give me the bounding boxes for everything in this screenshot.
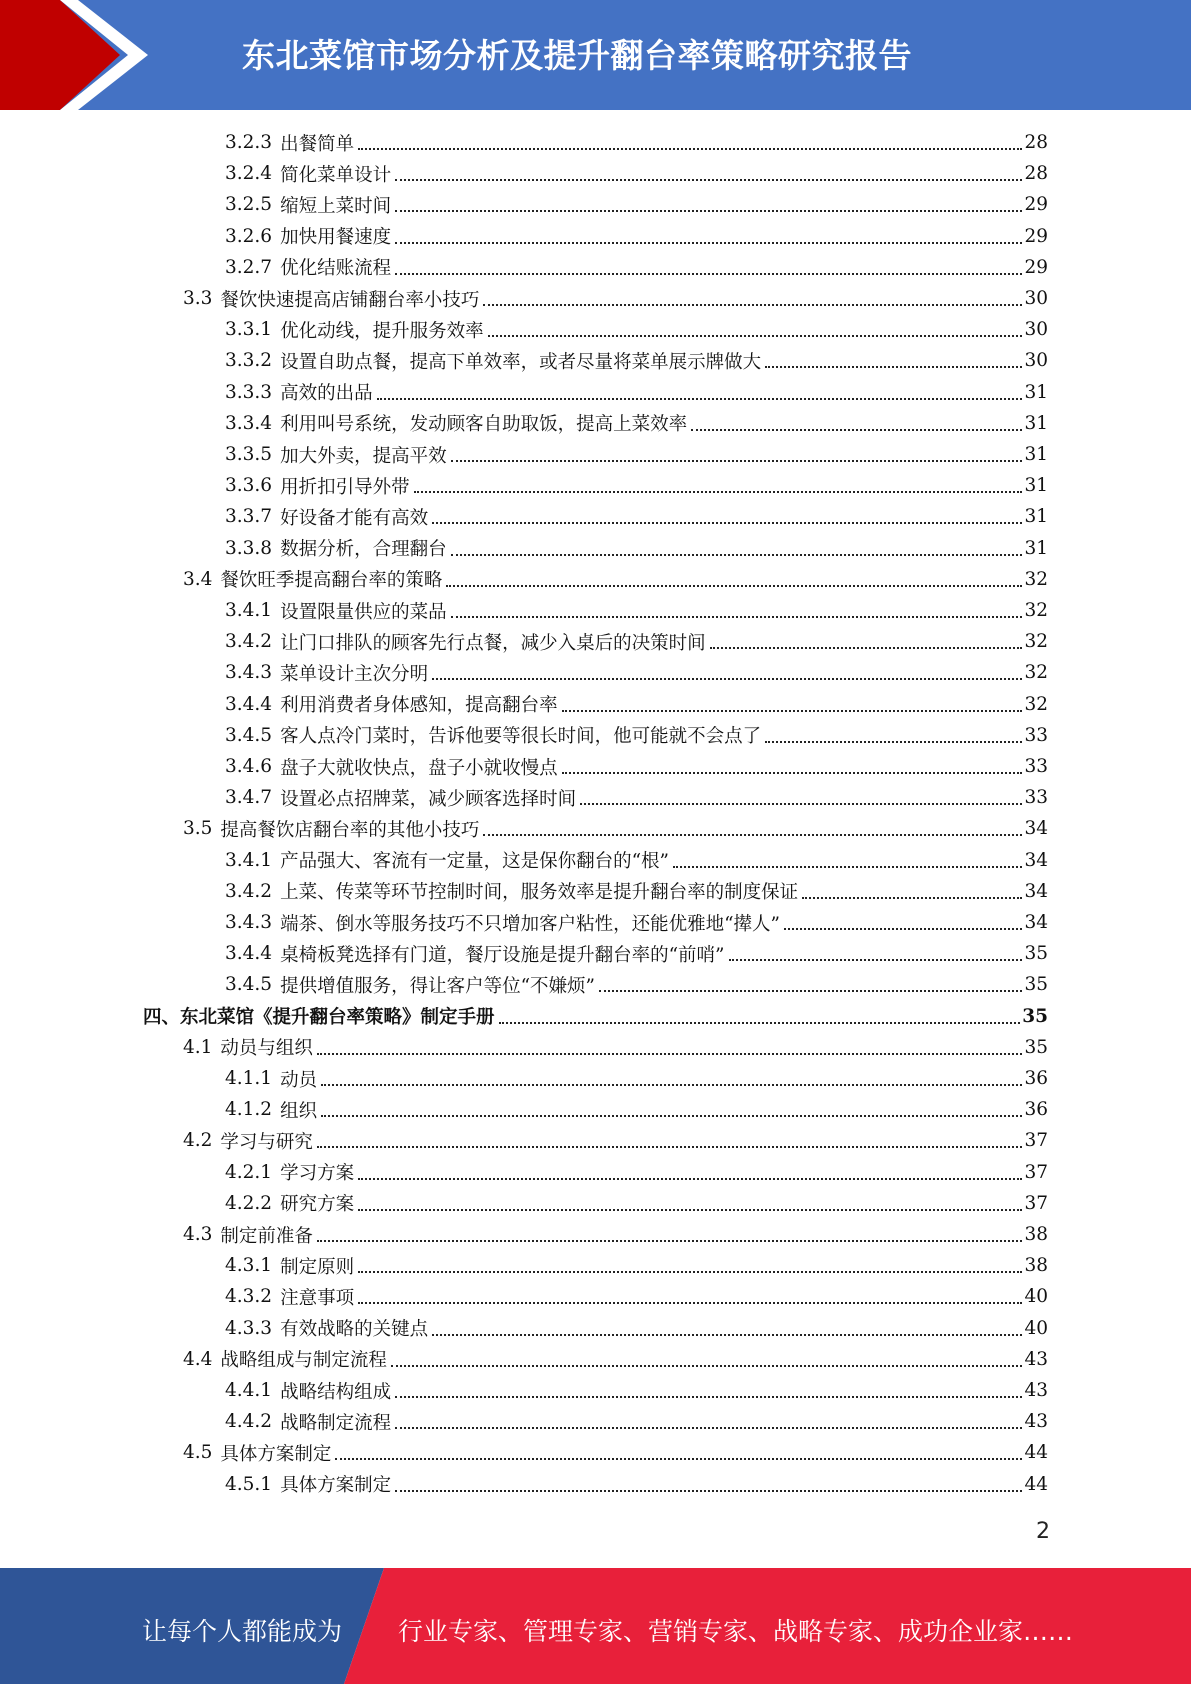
toc-entry-number: 3.2.5	[225, 194, 273, 216]
toc-entry-number: 3.4.4	[225, 943, 273, 965]
toc-dot-leader	[358, 147, 1022, 150]
toc-entry[interactable]	[183, 564, 1048, 595]
toc-entry-number: 3.4.1	[225, 600, 273, 621]
toc-entry-number: 3.4.4	[225, 693, 273, 715]
toc-entry-title: 具体方案制定	[220, 1443, 332, 1465]
toc-entry[interactable]	[225, 1094, 1048, 1125]
toc-entry-title: 缩短上菜时间	[280, 195, 392, 217]
toc-dot-leader	[358, 1208, 1022, 1211]
toc-entry[interactable]	[225, 876, 1048, 907]
page-number: 2	[1036, 1519, 1050, 1544]
toc-entry-number: 4.3.1	[225, 1255, 273, 1277]
toc-entry-title: 设置限量供应的菜品	[280, 601, 447, 623]
toc-entry-number: 4.1.1	[225, 1068, 273, 1089]
toc-entry-page: 32	[1024, 662, 1048, 684]
toc-entry[interactable]	[225, 314, 1048, 345]
toc-entry-number: 4.5	[183, 1442, 213, 1464]
toc-entry[interactable]	[225, 969, 1048, 1000]
toc-dot-leader	[446, 584, 1022, 587]
toc-entry[interactable]	[225, 533, 1048, 564]
toc-entry-number: 3.5	[183, 818, 213, 840]
toc-entry-number: 3.3.5	[225, 444, 273, 465]
toc-entry-title: 盘子大就收快点，盘子小就收慢点	[280, 757, 558, 779]
toc-entry[interactable]	[225, 1406, 1048, 1437]
toc-dot-leader	[562, 771, 1023, 774]
toc-entry-page: 32	[1024, 631, 1048, 653]
toc-entry-page: 32	[1024, 568, 1048, 590]
toc-entry-number: 3.4.1	[225, 849, 273, 871]
toc-dot-leader	[358, 1270, 1022, 1273]
toc-entry-title: 利用消费者身体感知，提高翻台率	[280, 695, 558, 717]
toc-entry-page: 32	[1024, 693, 1048, 715]
toc-dot-leader	[395, 1489, 1022, 1492]
toc-entry-number: 3.2.6	[225, 225, 273, 247]
toc-dot-leader	[395, 272, 1022, 275]
toc-entry-number: 4.2.2	[225, 1192, 273, 1214]
toc-entry[interactable]	[225, 221, 1048, 252]
toc-entry-title: 组织	[280, 1100, 318, 1122]
toc-entry-number: 4.4	[183, 1348, 213, 1370]
toc-entry[interactable]	[183, 813, 1048, 844]
toc-dot-leader	[395, 178, 1022, 181]
toc-entry-page: 37	[1024, 1192, 1048, 1214]
page-footer	[0, 1568, 1191, 1684]
toc-entry-page: 37	[1024, 1130, 1048, 1152]
toc-entry-page: 31	[1024, 537, 1048, 559]
toc-entry-title: 产品强大、客流有一定量，这是保你翻台的“根”	[280, 851, 669, 873]
toc-entry-page: 35	[1024, 1036, 1048, 1058]
toc-entry-page: 44	[1024, 1442, 1048, 1464]
toc-dot-leader	[321, 1114, 1022, 1117]
toc-dot-leader	[784, 927, 1022, 930]
toc-entry-title: 学习与研究	[220, 1131, 313, 1153]
toc-entry[interactable]	[225, 1281, 1048, 1312]
toc-entry-title: 加大外卖，提高平效	[280, 445, 447, 467]
toc-entry-number: 4.1	[183, 1036, 213, 1058]
toc-entry-number: 3.4.2	[225, 631, 273, 653]
toc-entry-number: 4.4.2	[225, 1411, 273, 1433]
report-title: 东北菜馆市场分析及提升翻台率策略研究报告	[242, 36, 912, 75]
toc-dot-leader	[395, 209, 1022, 212]
toc-dot-leader	[432, 521, 1022, 524]
toc-entry-number: 3.3.6	[225, 475, 273, 497]
toc-entry-number: 3.3	[183, 288, 213, 309]
toc-entry-number: 3.4.3	[225, 662, 273, 684]
toc-entry-number: 4.5.1	[225, 1473, 273, 1495]
toc-entry-page: 30	[1024, 350, 1048, 372]
toc-entry-title: 数据分析，合理翻台	[280, 539, 447, 561]
toc-entry-number: 3.4.5	[225, 724, 273, 746]
toc-entry-page: 31	[1024, 444, 1048, 465]
toc-entry-page: 44	[1024, 1473, 1048, 1495]
toc-entry-number: 3.4.2	[225, 880, 273, 902]
toc-entry-number: 3.4.7	[225, 787, 273, 809]
toc-entry-title: 提供增值服务，得让客户等位“不嫌烦”	[280, 975, 595, 997]
toc-entry-page: 32	[1024, 600, 1048, 621]
toc-entry-title: 客人点冷门菜时，告诉他要等很长时间，他可能就不会点了	[280, 726, 762, 748]
toc-entry-number: 4.3.2	[225, 1286, 273, 1308]
toc-entry-title: 餐饮旺季提高翻台率的策略	[220, 570, 443, 592]
toc-entry-page: 30	[1024, 288, 1048, 309]
toc-dot-leader	[377, 397, 1023, 400]
toc-entry[interactable]	[183, 1219, 1048, 1250]
toc-entry[interactable]	[183, 1344, 1048, 1375]
toc-entry[interactable]	[225, 751, 1048, 782]
toc-dot-leader	[414, 490, 1023, 493]
toc-entry[interactable]	[225, 1469, 1048, 1500]
toc-entry[interactable]	[225, 1157, 1048, 1188]
toc-entry-page: 34	[1024, 818, 1048, 840]
toc-entry-title: 动员与组织	[220, 1038, 313, 1060]
toc-dot-leader	[580, 802, 1022, 805]
toc-entry-page: 36	[1024, 1099, 1048, 1121]
toc-dot-leader	[483, 303, 1022, 306]
toc-entry[interactable]	[183, 283, 1048, 314]
toc-entry-title: 具体方案制定	[280, 1475, 392, 1497]
toc-dot-leader	[432, 677, 1022, 680]
toc-entry[interactable]	[225, 720, 1048, 751]
toc-entry-title: 战略结构组成	[280, 1381, 392, 1403]
toc-entry-page: 35	[1022, 1005, 1048, 1027]
toc-entry[interactable]	[225, 595, 1048, 626]
toc-entry[interactable]	[225, 470, 1048, 501]
toc-dot-leader	[483, 833, 1022, 836]
toc-entry[interactable]	[225, 252, 1048, 283]
toc-dot-leader	[802, 896, 1022, 899]
toc-entry-title: 利用叫号系统，发动顾客自助取饭，提高上菜效率	[280, 414, 688, 436]
toc-entry-number: 3.2.7	[225, 256, 273, 278]
toc-entry[interactable]	[225, 1250, 1048, 1281]
toc-dot-leader	[432, 1333, 1022, 1336]
toc-entry[interactable]	[225, 1313, 1048, 1344]
toc-entry[interactable]	[225, 1375, 1048, 1406]
toc-entry[interactable]	[225, 158, 1048, 189]
toc-dot-leader	[499, 1021, 1021, 1024]
toc-entry-page: 30	[1024, 319, 1048, 341]
footer-slogan-left: 让每个人都能成为	[142, 1617, 343, 1646]
toc-entry-number: 3.3.3	[225, 381, 273, 403]
toc-entry-number: 3.3.2	[225, 350, 273, 372]
toc-dot-leader	[358, 1177, 1022, 1180]
toc-entry[interactable]	[225, 377, 1048, 408]
toc-dot-leader	[317, 1145, 1023, 1148]
toc-entry-number: 3.3.7	[225, 506, 273, 528]
toc-dot-leader	[765, 365, 1022, 368]
toc-entry-page: 40	[1024, 1286, 1048, 1308]
toc-entry-page: 34	[1024, 880, 1048, 902]
header-arrow-decoration	[0, 0, 160, 110]
toc-entry-page: 38	[1024, 1224, 1048, 1245]
toc-entry[interactable]	[225, 845, 1048, 876]
toc-dot-leader	[395, 1426, 1022, 1429]
toc-entry-number: 3.3.8	[225, 537, 273, 559]
toc-entry-page: 33	[1024, 756, 1048, 777]
toc-entry-page: 43	[1024, 1380, 1048, 1401]
toc-dot-leader	[358, 1301, 1022, 1304]
toc-entry-page: 31	[1024, 381, 1048, 403]
toc-entry[interactable]	[183, 1032, 1048, 1063]
toc-entry-title: 设置必点招牌菜，减少顾客选择时间	[280, 788, 577, 810]
toc-dot-leader	[673, 865, 1022, 868]
toc-entry-number: 4.3	[183, 1224, 213, 1245]
toc-dot-leader	[765, 740, 1022, 743]
toc-entry-title: 桌椅板凳选择有门道，餐厅设施是提升翻台率的“前哨”	[280, 944, 725, 966]
toc-entry[interactable]	[225, 501, 1048, 532]
toc-entry[interactable]	[183, 1125, 1048, 1156]
toc-entry-number: 4.1.2	[225, 1099, 273, 1121]
toc-entry-number: 3.4.5	[225, 974, 273, 996]
toc-entry-page: 31	[1024, 412, 1048, 434]
toc-entry-title: 端茶、倒水等服务技巧不只增加客户粘性，还能优雅地“撵人”	[280, 913, 780, 935]
toc-entry-title: 优化动线，提升服务效率	[280, 320, 484, 342]
toc-dot-leader	[691, 428, 1022, 431]
toc-entry-title: 研究方案	[280, 1194, 355, 1216]
toc-entry-number: 3.4.6	[225, 756, 273, 777]
toc-entry-page: 28	[1024, 163, 1048, 185]
page-header	[0, 0, 1191, 110]
footer-slogan-right: 行业专家、管理专家、营销专家、战略专家、成功企业家……	[398, 1617, 1074, 1646]
toc-entry-page: 29	[1024, 256, 1048, 278]
toc-dot-leader	[317, 1052, 1023, 1055]
toc-entry-title: 战略制定流程	[280, 1412, 392, 1434]
toc-dot-leader	[391, 1364, 1023, 1367]
toc-entry-title: 高效的出品	[280, 383, 373, 405]
toc-entry[interactable]	[225, 1188, 1048, 1219]
toc-entry[interactable]	[225, 689, 1048, 720]
toc-entry-page: 33	[1024, 787, 1048, 809]
toc-entry[interactable]	[225, 127, 1048, 158]
toc-dot-leader	[562, 709, 1023, 712]
toc-entry-title: 注意事项	[280, 1287, 355, 1309]
toc-entry-number: 4.4.1	[225, 1380, 273, 1401]
toc-entry-number: 3.4	[183, 568, 213, 590]
toc-dot-leader	[451, 553, 1023, 556]
toc-entry[interactable]	[225, 938, 1048, 969]
toc-entry-title: 四、东北菜馆《提升翻台率策略》制定手册	[143, 1007, 495, 1029]
toc-entry-page: 33	[1024, 724, 1048, 746]
toc-entry-title: 让门口排队的顾客先行点餐，减少入桌后的决策时间	[280, 632, 706, 654]
toc-dot-leader	[395, 1395, 1022, 1398]
toc-entry[interactable]	[183, 1437, 1048, 1468]
toc-entry-page: 31	[1024, 506, 1048, 528]
toc-entry-page: 40	[1024, 1317, 1048, 1339]
toc-entry-title: 餐饮快速提高店铺翻台率小技巧	[220, 289, 480, 311]
toc-entry-title: 动员	[280, 1069, 318, 1091]
toc-entry-title: 有效战略的关键点	[280, 1319, 429, 1341]
toc-entry-title: 制定原则	[280, 1256, 355, 1278]
toc-entry-title: 用折扣引导外带	[280, 476, 410, 498]
toc-entry-title: 简化菜单设计	[280, 164, 392, 186]
toc-entry-page: 38	[1024, 1255, 1048, 1277]
toc-entry-title: 出餐简单	[280, 133, 355, 155]
toc-entry-page: 28	[1024, 132, 1048, 153]
toc-entry[interactable]	[225, 657, 1048, 688]
toc-entry[interactable]	[225, 345, 1048, 376]
toc-entry-number: 3.4.3	[225, 912, 273, 933]
toc-dot-leader	[321, 1083, 1022, 1086]
toc-entry-page: 36	[1024, 1068, 1048, 1089]
toc-dot-leader	[451, 615, 1023, 618]
toc-entry[interactable]	[225, 782, 1048, 813]
toc-entry-number: 3.3.1	[225, 319, 273, 341]
toc-entry-page: 29	[1024, 225, 1048, 247]
toc-entry-number: 3.2.3	[225, 132, 273, 153]
toc-entry-title: 提高餐饮店翻台率的其他小技巧	[220, 819, 480, 841]
toc-entry-page: 34	[1024, 849, 1048, 871]
toc-entry-page: 29	[1024, 194, 1048, 216]
toc-entry[interactable]	[225, 408, 1048, 439]
toc-entry-title: 学习方案	[280, 1163, 355, 1185]
toc-entry-page: 34	[1024, 912, 1048, 933]
toc-dot-leader	[488, 334, 1023, 337]
toc-entry-page: 35	[1024, 943, 1048, 965]
toc-entry-page: 35	[1024, 974, 1048, 996]
toc-entry-title: 加快用餐速度	[280, 227, 392, 249]
toc-entry[interactable]	[143, 1001, 1048, 1032]
toc-dot-leader	[599, 989, 1022, 992]
toc-entry[interactable]	[225, 626, 1048, 657]
toc-entry-number: 4.2	[183, 1130, 213, 1152]
toc-entry[interactable]	[225, 907, 1048, 938]
toc-entry-number: 4.2.1	[225, 1161, 273, 1183]
toc-entry[interactable]	[225, 439, 1048, 470]
toc-entry-title: 上菜、传菜等环节控制时间，服务效率是提升翻台率的制度保证	[280, 882, 799, 904]
toc-entry-page: 43	[1024, 1411, 1048, 1433]
toc-dot-leader	[729, 958, 1023, 961]
toc-entry-number: 3.2.4	[225, 163, 273, 185]
toc-entry-number: 3.3.4	[225, 412, 273, 434]
toc-entry-page: 37	[1024, 1161, 1048, 1183]
toc-entry-title: 好设备才能有高效	[280, 507, 429, 529]
toc-entry-page: 43	[1024, 1348, 1048, 1370]
toc-entry-page: 31	[1024, 475, 1048, 497]
toc-dot-leader	[710, 646, 1023, 649]
toc-entry-title: 优化结账流程	[280, 258, 392, 280]
toc-entry-number: 4.3.3	[225, 1317, 273, 1339]
toc-entry-title: 菜单设计主次分明	[280, 663, 429, 685]
toc-entry-title: 战略组成与制定流程	[220, 1350, 387, 1372]
toc-dot-leader	[451, 459, 1023, 462]
toc-entry[interactable]	[225, 189, 1048, 220]
toc-dot-leader	[395, 241, 1022, 244]
toc-entry[interactable]	[225, 1063, 1048, 1094]
toc-dot-leader	[335, 1457, 1022, 1460]
toc-dot-leader	[317, 1239, 1023, 1242]
toc-entry-title: 制定前准备	[220, 1225, 313, 1247]
toc-entry-title: 设置自助点餐，提高下单效率，或者尽量将菜单展示牌做大	[280, 351, 762, 373]
